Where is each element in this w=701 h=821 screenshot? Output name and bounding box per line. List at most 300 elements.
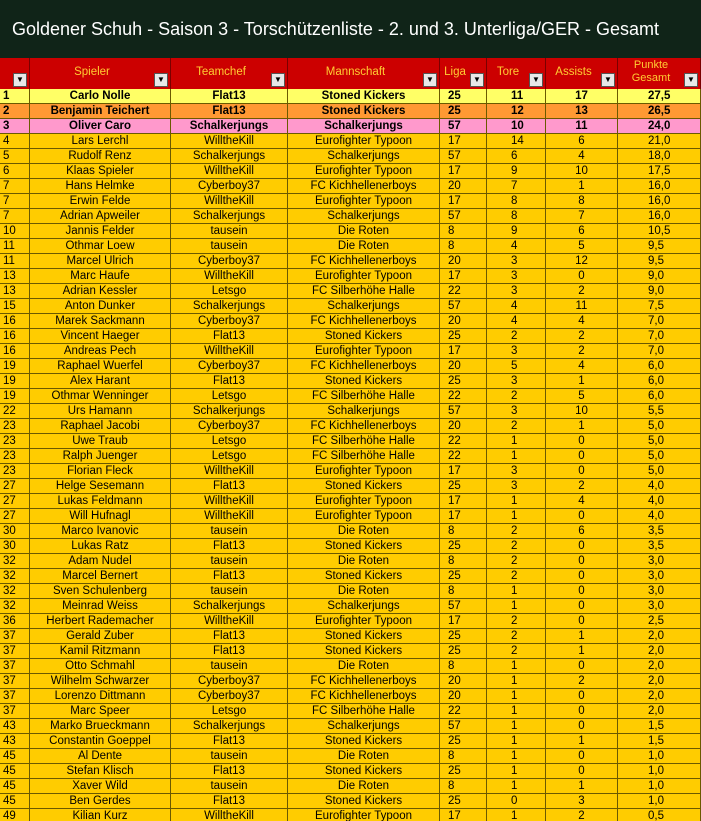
- team-cell[interactable]: FC Silberhöhe Halle: [288, 389, 440, 404]
- goals-cell[interactable]: 1: [487, 449, 546, 464]
- assists-cell[interactable]: 0: [546, 749, 618, 764]
- assists-cell[interactable]: 6: [546, 134, 618, 149]
- assists-cell[interactable]: 0: [546, 539, 618, 554]
- team-cell[interactable]: Die Roten: [288, 584, 440, 599]
- rank-cell[interactable]: 7: [0, 194, 30, 209]
- assists-cell[interactable]: 2: [546, 479, 618, 494]
- points-cell[interactable]: 3,0: [618, 569, 701, 584]
- manager-cell[interactable]: tausein: [171, 554, 288, 569]
- team-cell[interactable]: FC Silberhöhe Halle: [288, 449, 440, 464]
- player-cell[interactable]: Helge Sesemann: [30, 479, 171, 494]
- rank-cell[interactable]: 32: [0, 599, 30, 614]
- table-row[interactable]: [0, 209, 701, 224]
- manager-cell[interactable]: Flat13: [171, 89, 288, 104]
- table-row[interactable]: [0, 269, 701, 284]
- player-cell[interactable]: Sven Schulenberg: [30, 584, 171, 599]
- points-cell[interactable]: 7,0: [618, 314, 701, 329]
- rank-cell[interactable]: 11: [0, 239, 30, 254]
- points-cell[interactable]: 6,0: [618, 374, 701, 389]
- points-cell[interactable]: 2,0: [618, 674, 701, 689]
- team-cell[interactable]: Eurofighter Typoon: [288, 164, 440, 179]
- manager-cell[interactable]: Flat13: [171, 794, 288, 809]
- table-row[interactable]: [0, 179, 701, 194]
- team-cell[interactable]: Die Roten: [288, 554, 440, 569]
- points-cell[interactable]: 27,5: [618, 89, 701, 104]
- rank-cell[interactable]: 23: [0, 434, 30, 449]
- team-cell[interactable]: Die Roten: [288, 524, 440, 539]
- manager-cell[interactable]: Letsgo: [171, 704, 288, 719]
- rank-cell[interactable]: 15: [0, 299, 30, 314]
- goals-cell[interactable]: 3: [487, 254, 546, 269]
- manager-cell[interactable]: Flat13: [171, 764, 288, 779]
- table-row[interactable]: [0, 599, 701, 614]
- team-cell[interactable]: Eurofighter Typoon: [288, 194, 440, 209]
- assists-cell[interactable]: 0: [546, 569, 618, 584]
- goals-cell[interactable]: 14: [487, 134, 546, 149]
- league-cell[interactable]: 22: [440, 704, 487, 719]
- points-cell[interactable]: 7,0: [618, 344, 701, 359]
- player-cell[interactable]: Klaas Spieler: [30, 164, 171, 179]
- goals-cell[interactable]: 3: [487, 479, 546, 494]
- points-cell[interactable]: 2,0: [618, 659, 701, 674]
- goals-cell[interactable]: 3: [487, 374, 546, 389]
- assists-cell[interactable]: 13: [546, 104, 618, 119]
- player-cell[interactable]: Gerald Zuber: [30, 629, 171, 644]
- league-cell[interactable]: 25: [440, 644, 487, 659]
- rank-cell[interactable]: 4: [0, 134, 30, 149]
- rank-cell[interactable]: 37: [0, 644, 30, 659]
- rank-cell[interactable]: 11: [0, 254, 30, 269]
- manager-cell[interactable]: Cyberboy37: [171, 314, 288, 329]
- assists-cell[interactable]: 0: [546, 599, 618, 614]
- points-cell[interactable]: 2,0: [618, 704, 701, 719]
- table-row[interactable]: [0, 389, 701, 404]
- player-cell[interactable]: Carlo Nolle: [30, 89, 171, 104]
- goals-cell[interactable]: 5: [487, 359, 546, 374]
- league-cell[interactable]: 17: [440, 494, 487, 509]
- rank-cell[interactable]: 32: [0, 554, 30, 569]
- table-row[interactable]: [0, 239, 701, 254]
- league-cell[interactable]: 17: [440, 344, 487, 359]
- rank-cell[interactable]: 13: [0, 284, 30, 299]
- player-cell[interactable]: Adrian Kessler: [30, 284, 171, 299]
- rank-cell[interactable]: 32: [0, 569, 30, 584]
- player-cell[interactable]: Lorenzo Dittmann: [30, 689, 171, 704]
- rank-cell[interactable]: 7: [0, 209, 30, 224]
- team-cell[interactable]: Schalkerjungs: [288, 209, 440, 224]
- league-cell[interactable]: 25: [440, 329, 487, 344]
- filter-dropdown-icon[interactable]: ▼: [13, 73, 27, 87]
- manager-cell[interactable]: Schalkerjungs: [171, 209, 288, 224]
- points-cell[interactable]: 1,0: [618, 749, 701, 764]
- points-cell[interactable]: 24,0: [618, 119, 701, 134]
- league-cell[interactable]: 57: [440, 209, 487, 224]
- team-cell[interactable]: FC Kichhellenerboys: [288, 254, 440, 269]
- points-cell[interactable]: 1,0: [618, 764, 701, 779]
- player-cell[interactable]: Adrian Apweiler: [30, 209, 171, 224]
- goals-cell[interactable]: 1: [487, 719, 546, 734]
- manager-cell[interactable]: WilltheKill: [171, 809, 288, 821]
- player-cell[interactable]: Raphael Wuerfel: [30, 359, 171, 374]
- player-cell[interactable]: Florian Fleck: [30, 464, 171, 479]
- assists-cell[interactable]: 11: [546, 119, 618, 134]
- points-cell[interactable]: 7,0: [618, 329, 701, 344]
- manager-cell[interactable]: Schalkerjungs: [171, 719, 288, 734]
- manager-cell[interactable]: Cyberboy37: [171, 689, 288, 704]
- goals-cell[interactable]: 1: [487, 659, 546, 674]
- team-cell[interactable]: Schalkerjungs: [288, 599, 440, 614]
- goals-cell[interactable]: 2: [487, 419, 546, 434]
- goals-cell[interactable]: 0: [487, 794, 546, 809]
- team-cell[interactable]: Stoned Kickers: [288, 569, 440, 584]
- league-cell[interactable]: 22: [440, 284, 487, 299]
- goals-cell[interactable]: 4: [487, 314, 546, 329]
- rank-cell[interactable]: 43: [0, 734, 30, 749]
- league-cell[interactable]: 57: [440, 719, 487, 734]
- points-cell[interactable]: 3,5: [618, 524, 701, 539]
- goals-cell[interactable]: 1: [487, 749, 546, 764]
- team-cell[interactable]: Eurofighter Typoon: [288, 509, 440, 524]
- rank-cell[interactable]: 10: [0, 224, 30, 239]
- filter-dropdown-icon[interactable]: ▼: [684, 73, 698, 87]
- manager-cell[interactable]: Flat13: [171, 629, 288, 644]
- player-cell[interactable]: Marek Sackmann: [30, 314, 171, 329]
- player-cell[interactable]: Othmar Wenninger: [30, 389, 171, 404]
- goals-cell[interactable]: 1: [487, 734, 546, 749]
- points-cell[interactable]: 16,0: [618, 179, 701, 194]
- goals-cell[interactable]: 10: [487, 119, 546, 134]
- team-cell[interactable]: FC Kichhellenerboys: [288, 359, 440, 374]
- league-cell[interactable]: 8: [440, 554, 487, 569]
- league-cell[interactable]: 8: [440, 584, 487, 599]
- team-cell[interactable]: Die Roten: [288, 224, 440, 239]
- goals-cell[interactable]: 4: [487, 299, 546, 314]
- team-cell[interactable]: Schalkerjungs: [288, 119, 440, 134]
- manager-cell[interactable]: tausein: [171, 224, 288, 239]
- table-row[interactable]: [0, 704, 701, 719]
- points-cell[interactable]: 5,0: [618, 419, 701, 434]
- points-cell[interactable]: 2,0: [618, 629, 701, 644]
- points-cell[interactable]: 9,5: [618, 239, 701, 254]
- assists-cell[interactable]: 6: [546, 224, 618, 239]
- points-cell[interactable]: 4,0: [618, 479, 701, 494]
- table-row[interactable]: [0, 659, 701, 674]
- rank-cell[interactable]: 19: [0, 389, 30, 404]
- table-row[interactable]: [0, 644, 701, 659]
- goals-cell[interactable]: 2: [487, 614, 546, 629]
- points-cell[interactable]: 26,5: [618, 104, 701, 119]
- league-cell[interactable]: 17: [440, 194, 487, 209]
- goals-cell[interactable]: 11: [487, 89, 546, 104]
- table-row[interactable]: [0, 329, 701, 344]
- player-cell[interactable]: Wilhelm Schwarzer: [30, 674, 171, 689]
- points-cell[interactable]: 9,5: [618, 254, 701, 269]
- player-cell[interactable]: Erwin Felde: [30, 194, 171, 209]
- table-row[interactable]: [0, 494, 701, 509]
- manager-cell[interactable]: Letsgo: [171, 389, 288, 404]
- player-cell[interactable]: Xaver Wild: [30, 779, 171, 794]
- assists-cell[interactable]: 2: [546, 674, 618, 689]
- assists-cell[interactable]: 4: [546, 314, 618, 329]
- manager-cell[interactable]: Letsgo: [171, 434, 288, 449]
- team-cell[interactable]: FC Kichhellenerboys: [288, 314, 440, 329]
- goals-cell[interactable]: 2: [487, 389, 546, 404]
- rank-cell[interactable]: 30: [0, 539, 30, 554]
- table-row[interactable]: [0, 524, 701, 539]
- player-cell[interactable]: Raphael Jacobi: [30, 419, 171, 434]
- player-cell[interactable]: Otto Schmahl: [30, 659, 171, 674]
- rank-cell[interactable]: 16: [0, 314, 30, 329]
- table-row[interactable]: [0, 149, 701, 164]
- team-cell[interactable]: Stoned Kickers: [288, 374, 440, 389]
- assists-cell[interactable]: 1: [546, 779, 618, 794]
- points-cell[interactable]: 1,0: [618, 779, 701, 794]
- filter-dropdown-icon[interactable]: ▼: [529, 73, 543, 87]
- player-cell[interactable]: Uwe Traub: [30, 434, 171, 449]
- points-cell[interactable]: 6,0: [618, 389, 701, 404]
- manager-cell[interactable]: WilltheKill: [171, 494, 288, 509]
- assists-cell[interactable]: 0: [546, 269, 618, 284]
- goals-cell[interactable]: 3: [487, 269, 546, 284]
- rank-cell[interactable]: 16: [0, 329, 30, 344]
- points-cell[interactable]: 3,0: [618, 584, 701, 599]
- assists-cell[interactable]: 0: [546, 554, 618, 569]
- assists-cell[interactable]: 2: [546, 344, 618, 359]
- assists-cell[interactable]: 0: [546, 449, 618, 464]
- team-cell[interactable]: Stoned Kickers: [288, 104, 440, 119]
- league-cell[interactable]: 8: [440, 224, 487, 239]
- points-cell[interactable]: 7,5: [618, 299, 701, 314]
- team-cell[interactable]: FC Kichhellenerboys: [288, 674, 440, 689]
- table-row[interactable]: [0, 734, 701, 749]
- rank-cell[interactable]: 23: [0, 419, 30, 434]
- league-cell[interactable]: 25: [440, 479, 487, 494]
- player-cell[interactable]: Alex Harant: [30, 374, 171, 389]
- goals-cell[interactable]: 2: [487, 329, 546, 344]
- manager-cell[interactable]: tausein: [171, 659, 288, 674]
- player-cell[interactable]: Urs Hamann: [30, 404, 171, 419]
- table-row[interactable]: [0, 719, 701, 734]
- assists-cell[interactable]: 10: [546, 164, 618, 179]
- points-cell[interactable]: 16,0: [618, 209, 701, 224]
- goals-cell[interactable]: 2: [487, 524, 546, 539]
- player-cell[interactable]: Al Dente: [30, 749, 171, 764]
- table-row[interactable]: [0, 509, 701, 524]
- player-cell[interactable]: Marcel Ulrich: [30, 254, 171, 269]
- manager-cell[interactable]: Letsgo: [171, 449, 288, 464]
- team-cell[interactable]: FC Kichhellenerboys: [288, 689, 440, 704]
- player-cell[interactable]: Oliver Caro: [30, 119, 171, 134]
- rank-cell[interactable]: 30: [0, 524, 30, 539]
- table-row[interactable]: [0, 794, 701, 809]
- goals-cell[interactable]: 1: [487, 674, 546, 689]
- goals-cell[interactable]: 1: [487, 434, 546, 449]
- manager-cell[interactable]: WilltheKill: [171, 509, 288, 524]
- goals-cell[interactable]: 8: [487, 209, 546, 224]
- rank-cell[interactable]: 37: [0, 689, 30, 704]
- team-cell[interactable]: Stoned Kickers: [288, 734, 440, 749]
- table-row[interactable]: [0, 419, 701, 434]
- league-cell[interactable]: 57: [440, 599, 487, 614]
- rank-cell[interactable]: 37: [0, 704, 30, 719]
- goals-cell[interactable]: 7: [487, 179, 546, 194]
- table-row[interactable]: [0, 374, 701, 389]
- manager-cell[interactable]: Cyberboy37: [171, 419, 288, 434]
- manager-cell[interactable]: Schalkerjungs: [171, 599, 288, 614]
- assists-cell[interactable]: 8: [546, 194, 618, 209]
- points-cell[interactable]: 1,0: [618, 794, 701, 809]
- filter-dropdown-icon[interactable]: ▼: [601, 73, 615, 87]
- manager-cell[interactable]: tausein: [171, 524, 288, 539]
- rank-cell[interactable]: 27: [0, 509, 30, 524]
- goals-cell[interactable]: 1: [487, 764, 546, 779]
- assists-cell[interactable]: 5: [546, 389, 618, 404]
- league-cell[interactable]: 17: [440, 509, 487, 524]
- league-cell[interactable]: 17: [440, 464, 487, 479]
- assists-cell[interactable]: 0: [546, 704, 618, 719]
- manager-cell[interactable]: tausein: [171, 779, 288, 794]
- player-cell[interactable]: Vincent Haeger: [30, 329, 171, 344]
- player-cell[interactable]: Kilian Kurz: [30, 809, 171, 821]
- assists-cell[interactable]: 0: [546, 614, 618, 629]
- manager-cell[interactable]: tausein: [171, 749, 288, 764]
- player-cell[interactable]: Adam Nudel: [30, 554, 171, 569]
- league-cell[interactable]: 22: [440, 449, 487, 464]
- manager-cell[interactable]: WilltheKill: [171, 269, 288, 284]
- goals-cell[interactable]: 1: [487, 704, 546, 719]
- goals-cell[interactable]: 6: [487, 149, 546, 164]
- filter-dropdown-icon[interactable]: ▼: [271, 73, 285, 87]
- points-cell[interactable]: 9,0: [618, 284, 701, 299]
- manager-cell[interactable]: Schalkerjungs: [171, 149, 288, 164]
- rank-cell[interactable]: 22: [0, 404, 30, 419]
- league-cell[interactable]: 22: [440, 434, 487, 449]
- rank-cell[interactable]: 37: [0, 629, 30, 644]
- rank-cell[interactable]: 23: [0, 449, 30, 464]
- goals-cell[interactable]: 1: [487, 779, 546, 794]
- table-row[interactable]: [0, 479, 701, 494]
- goals-cell[interactable]: 3: [487, 464, 546, 479]
- table-row[interactable]: [0, 569, 701, 584]
- table-row[interactable]: [0, 164, 701, 179]
- goals-cell[interactable]: 4: [487, 239, 546, 254]
- points-cell[interactable]: 5,0: [618, 464, 701, 479]
- rank-cell[interactable]: 27: [0, 479, 30, 494]
- player-cell[interactable]: Rudolf Renz: [30, 149, 171, 164]
- rank-cell[interactable]: 37: [0, 659, 30, 674]
- player-cell[interactable]: Lukas Feldmann: [30, 494, 171, 509]
- manager-cell[interactable]: WilltheKill: [171, 164, 288, 179]
- team-cell[interactable]: Eurofighter Typoon: [288, 269, 440, 284]
- league-cell[interactable]: 25: [440, 539, 487, 554]
- filter-dropdown-icon[interactable]: ▼: [423, 73, 437, 87]
- table-row[interactable]: [0, 809, 701, 821]
- table-row[interactable]: [0, 194, 701, 209]
- team-cell[interactable]: Stoned Kickers: [288, 644, 440, 659]
- assists-cell[interactable]: 0: [546, 689, 618, 704]
- points-cell[interactable]: 3,0: [618, 599, 701, 614]
- league-cell[interactable]: 20: [440, 254, 487, 269]
- points-cell[interactable]: 9,0: [618, 269, 701, 284]
- points-cell[interactable]: 10,5: [618, 224, 701, 239]
- player-cell[interactable]: Marco Ivanovic: [30, 524, 171, 539]
- rank-cell[interactable]: 7: [0, 179, 30, 194]
- player-cell[interactable]: Marcel Bernert: [30, 569, 171, 584]
- player-cell[interactable]: Lars Lerchl: [30, 134, 171, 149]
- team-cell[interactable]: FC Kichhellenerboys: [288, 179, 440, 194]
- filter-dropdown-icon[interactable]: ▼: [154, 73, 168, 87]
- manager-cell[interactable]: Flat13: [171, 734, 288, 749]
- assists-cell[interactable]: 4: [546, 494, 618, 509]
- goals-cell[interactable]: 3: [487, 344, 546, 359]
- team-cell[interactable]: Stoned Kickers: [288, 539, 440, 554]
- league-cell[interactable]: 57: [440, 149, 487, 164]
- assists-cell[interactable]: 4: [546, 359, 618, 374]
- team-cell[interactable]: Die Roten: [288, 749, 440, 764]
- player-cell[interactable]: Marc Speer: [30, 704, 171, 719]
- assists-cell[interactable]: 0: [546, 509, 618, 524]
- table-row[interactable]: [0, 629, 701, 644]
- table-row[interactable]: [0, 764, 701, 779]
- assists-cell[interactable]: 1: [546, 419, 618, 434]
- assists-cell[interactable]: 0: [546, 464, 618, 479]
- rank-cell[interactable]: 19: [0, 374, 30, 389]
- manager-cell[interactable]: Cyberboy37: [171, 359, 288, 374]
- assists-cell[interactable]: 5: [546, 239, 618, 254]
- assists-cell[interactable]: 1: [546, 629, 618, 644]
- table-row[interactable]: [0, 434, 701, 449]
- team-cell[interactable]: FC Kichhellenerboys: [288, 419, 440, 434]
- manager-cell[interactable]: Schalkerjungs: [171, 299, 288, 314]
- goals-cell[interactable]: 2: [487, 554, 546, 569]
- goals-cell[interactable]: 12: [487, 104, 546, 119]
- goals-cell[interactable]: 1: [487, 584, 546, 599]
- manager-cell[interactable]: tausein: [171, 584, 288, 599]
- table-row[interactable]: [0, 359, 701, 374]
- league-cell[interactable]: 17: [440, 809, 487, 821]
- team-cell[interactable]: Schalkerjungs: [288, 719, 440, 734]
- league-cell[interactable]: 8: [440, 779, 487, 794]
- team-cell[interactable]: Die Roten: [288, 779, 440, 794]
- rank-cell[interactable]: 19: [0, 359, 30, 374]
- player-cell[interactable]: Lukas Ratz: [30, 539, 171, 554]
- table-row[interactable]: [0, 89, 701, 104]
- player-cell[interactable]: Othmar Loew: [30, 239, 171, 254]
- player-cell[interactable]: Jannis Felder: [30, 224, 171, 239]
- goals-cell[interactable]: 1: [487, 494, 546, 509]
- assists-cell[interactable]: 0: [546, 584, 618, 599]
- table-row[interactable]: [0, 614, 701, 629]
- goals-cell[interactable]: 8: [487, 194, 546, 209]
- table-row[interactable]: [0, 314, 701, 329]
- points-cell[interactable]: 4,0: [618, 509, 701, 524]
- team-cell[interactable]: Stoned Kickers: [288, 794, 440, 809]
- team-cell[interactable]: Eurofighter Typoon: [288, 464, 440, 479]
- table-row[interactable]: [0, 224, 701, 239]
- league-cell[interactable]: 17: [440, 269, 487, 284]
- rank-cell[interactable]: 6: [0, 164, 30, 179]
- manager-cell[interactable]: Flat13: [171, 539, 288, 554]
- team-cell[interactable]: FC Silberhöhe Halle: [288, 434, 440, 449]
- goals-cell[interactable]: 2: [487, 629, 546, 644]
- league-cell[interactable]: 17: [440, 164, 487, 179]
- manager-cell[interactable]: WilltheKill: [171, 194, 288, 209]
- player-cell[interactable]: Ben Gerdes: [30, 794, 171, 809]
- assists-cell[interactable]: 1: [546, 734, 618, 749]
- league-cell[interactable]: 20: [440, 179, 487, 194]
- assists-cell[interactable]: 12: [546, 254, 618, 269]
- rank-cell[interactable]: 23: [0, 464, 30, 479]
